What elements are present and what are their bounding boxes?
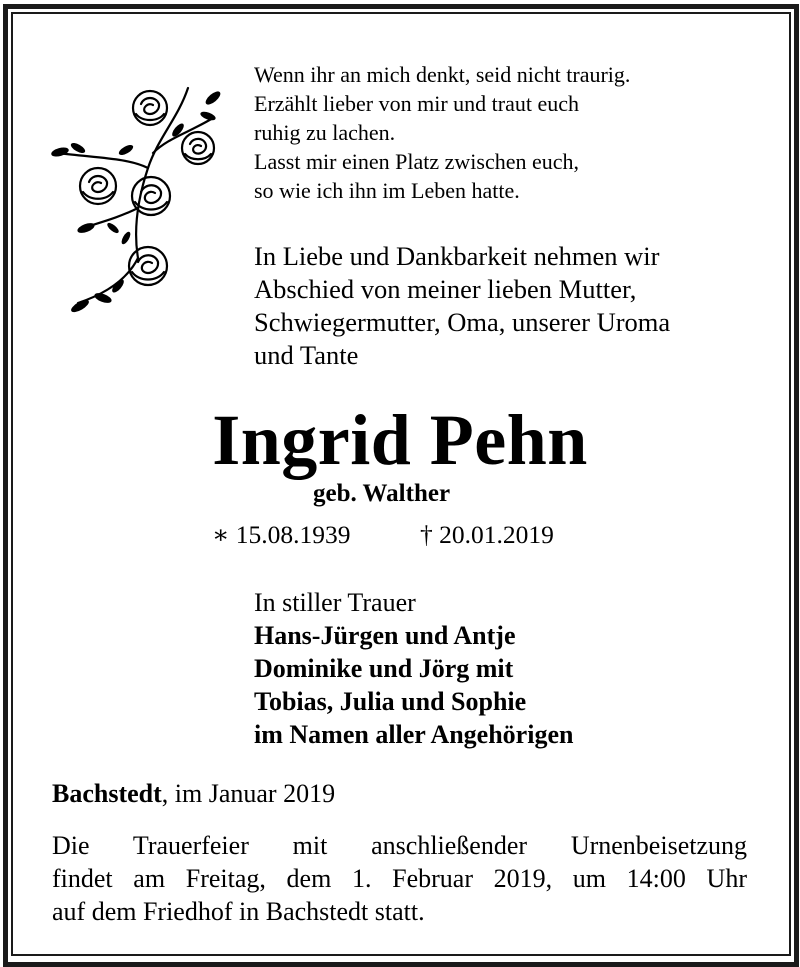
mourners-heading: In stiller Trauer [254, 588, 416, 617]
place-name: Bachstedt [52, 779, 162, 808]
service-line: Die Trauerfeier mit anschließender Urnenbeisetzung [52, 831, 747, 860]
poem-line: Erzählt lieber von mir und traut euch [254, 91, 579, 116]
poem-line: so wie ich ihn im Leben hatte. [254, 178, 520, 203]
poem [254, 60, 630, 205]
intro-line: Abschied von meiner lieben Mutter, [254, 274, 637, 304]
service-line: auf dem Friedhof in Bachstedt statt. [52, 897, 425, 926]
mourner-line: im Namen aller Angehörigen [254, 720, 574, 749]
poem-line: Lasst mir einen Platz zwischen euch, [254, 149, 580, 174]
birth-date: ∗ 15.08.1939 [212, 520, 351, 549]
mourners [254, 586, 573, 751]
intro-line: In Liebe und Dankbarkeit nehmen wir [254, 241, 660, 271]
poem-line: Wenn ihr an mich denkt, seid nicht traurig. [254, 62, 631, 87]
service-line: findet am Freitag, dem 1. Februar 2019, um 14:00 Uhr [52, 864, 747, 893]
date-text: , im Januar 2019 [161, 779, 336, 808]
mourner-line: Hans-Jürgen und Antje [254, 621, 516, 650]
intro-line: und Tante [254, 340, 359, 370]
mourner-line: Tobias, Julia und Sophie [254, 687, 527, 716]
intro-line: Schwiegermutter, Oma, unserer Uroma [254, 307, 671, 337]
roses-icon [38, 78, 238, 328]
poem-line: ruhig zu lachen. [254, 120, 396, 145]
deceased-name: Ingrid Pehn [212, 400, 588, 480]
maiden-name: geb. Walther [313, 480, 451, 507]
intro-text [254, 240, 670, 372]
death-date: † 20.01.2019 [420, 520, 554, 549]
mourner-line: Dominike und Jörg mit [254, 654, 514, 683]
service-info [52, 829, 747, 928]
place-date [52, 779, 335, 809]
